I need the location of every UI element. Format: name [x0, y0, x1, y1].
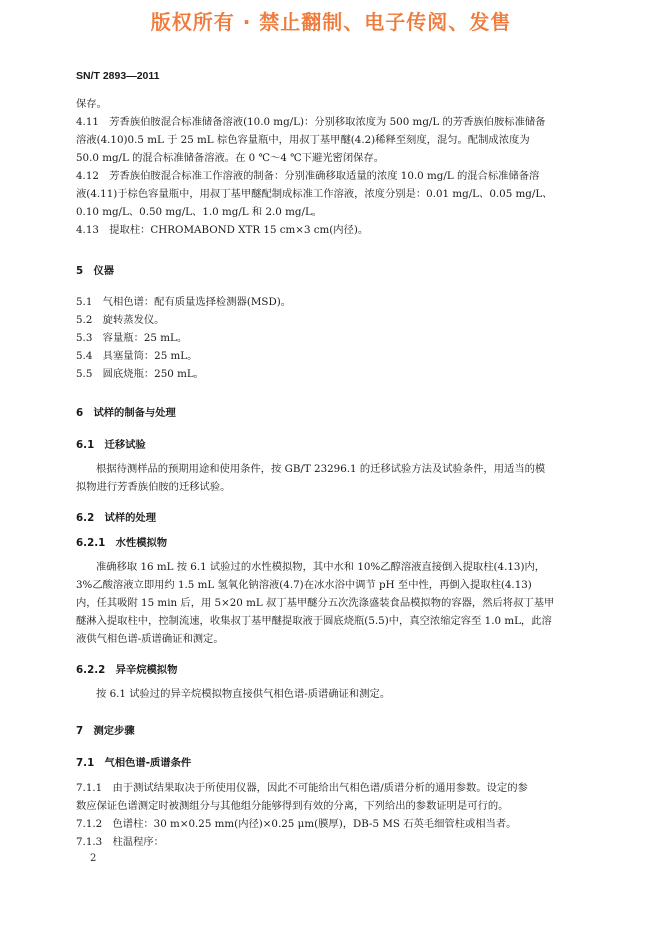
- subsection-heading: 6.2.1 水性模拟物: [76, 537, 168, 549]
- page-number: 2: [90, 853, 97, 864]
- section-heading: 7 测定步骤: [76, 725, 135, 737]
- list-item: 5.2 旋转蒸发仪。: [76, 314, 165, 326]
- list-item: 5.5 圆底烧瓶：250 mL。: [76, 368, 204, 380]
- section-heading: 5 仪器: [76, 265, 115, 277]
- text-line: 拟物进行芳香族伯胺的迁移试验。: [76, 481, 231, 493]
- text-line: 数应保证色谱测定时被测组分与其他组分能够得到有效的分离，下列给出的参数证明是可行的。: [76, 800, 509, 812]
- text-line: 7.1.2 色谱柱：30 m×0.25 mm(内径)×0.25 μm(膜厚)，DB-5 MS 石英毛细管柱或相当者。: [76, 818, 517, 830]
- document-code: SN/T 2893—2011: [76, 70, 160, 82]
- subsection-heading: 6.2.2 异辛烷模拟物: [76, 664, 178, 676]
- text-line: 50.0 mg/L 的混合标准储备溶液。在 0 ℃～4 ℃下避光密闭保存。: [76, 152, 385, 164]
- text-line: 3%乙酸溶液立即用约 1.5 mL 氢氧化钠溶液(4.7)在冰水浴中调节 pH 至中性，再倒入提取柱(4.13): [76, 579, 532, 591]
- subsection-heading: 6.2 试样的处理: [76, 512, 157, 524]
- text-line: 醚淋入提取柱中，控制流速，收集叔丁基甲醚提取液于圆底烧瓶(5.5)中，真空浓缩定容至 1.0 mL，此溶: [76, 615, 552, 627]
- subsection-heading: 6.1 迁移试验: [76, 439, 146, 451]
- text-line: 根据待测样品的预期用途和使用条件，按 GB/T 23296.1 的迁移试验方法及试验条件，用适当的模: [96, 463, 546, 475]
- text-line: 4.11 芳香族伯胺混合标准储备溶液(10.0 mg/L)：分别移取浓度为 500 mg/L 的芳香族伯胺标准储备: [76, 116, 546, 128]
- text-line: 液(4.11)于棕色容量瓶中，用叔丁基甲醚配制成标准工作溶液，浓度分别是：0.01 mg/L、0.05 mg/L、: [76, 188, 553, 200]
- list-item: 5.4 具塞量筒：25 mL。: [76, 350, 198, 362]
- list-item: 5.3 容量瓶：25 mL。: [76, 332, 188, 344]
- text-line: 溶液(4.10)0.5 mL 于 25 mL 棕色容量瓶中，用叔丁基甲醚(4.2)稀释至刻度，混匀。配制成浓度为: [76, 134, 530, 146]
- text-line: 7.1.1 由于测试结果取决于所使用仪器，因此不可能给出气相色谱/质谱分析的通用参数。设定的参: [76, 782, 528, 794]
- list-item: 5.1 气相色谱：配有质量选择检测器(MSD)。: [76, 296, 292, 308]
- text-line: 4.12 芳香族伯胺混合标准工作溶液的制备：分别准确移取适量的浓度 10.0 mg/L 的混合标准储备溶: [76, 170, 540, 182]
- section-heading: 6 试样的制备与处理: [76, 407, 176, 419]
- text-line: 保存。: [76, 98, 107, 110]
- text-line: 4.13 提取柱：CHROMABOND XTR 15 cm×3 cm(内径)。: [76, 224, 369, 236]
- text-line: 7.1.3 柱温程序：: [76, 836, 164, 848]
- copyright-banner: 版权所有 · 禁止翻制、电子传阅、发售: [150, 10, 512, 34]
- text-line: 0.10 mg/L、0.50 mg/L、1.0 mg/L 和 2.0 mg/L。: [76, 206, 323, 218]
- text-line: 液供气相色谱-质谱确证和测定。: [76, 633, 224, 645]
- text-line: 内，任其吸附 15 min 后，用 5×20 mL 叔丁基甲醚分五次洗涤盛装食品模拟物的容器，然后将叔丁基甲: [76, 597, 555, 609]
- text-line: 准确移取 16 mL 按 6.1 试验过的水性模拟物，其中水和 10%乙醇溶液直接倒入提取柱(4.13)内，: [96, 561, 546, 573]
- text-line: 按 6.1 试验过的异辛烷模拟物直接供气相色谱-质谱确证和测定。: [96, 688, 391, 700]
- subsection-heading: 7.1 气相色谱-质谱条件: [76, 757, 192, 769]
